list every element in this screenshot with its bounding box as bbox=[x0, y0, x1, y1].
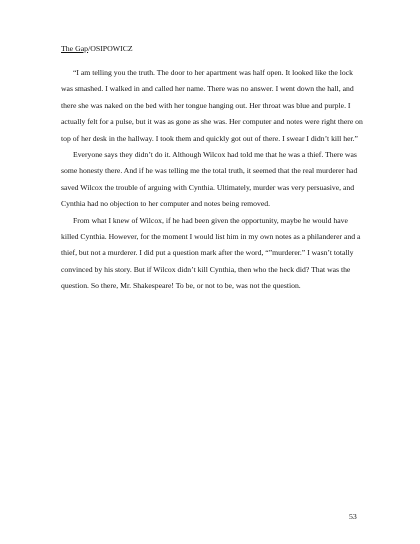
header-separator: / bbox=[88, 44, 91, 53]
header-author: OSIPOWICZ bbox=[90, 44, 133, 53]
paragraph: Everyone says they didn’t do it. Although Wilcox had told me that he was a thief. There was some honesty there. And if he was telling me the total truth, it seemed that the real murderer had saved Wilcox the trouble of arguing with Cynthia. Ultimately, murder was very persuasive, and Cynthia had no objection to her computer and notes being removed. bbox=[61, 150, 358, 209]
header-title: The Gap bbox=[61, 44, 89, 53]
body-text bbox=[61, 65, 363, 295]
page-number: 53 bbox=[349, 512, 357, 521]
running-header bbox=[61, 44, 133, 54]
paragraph: From what I knew of Wilcox, if he had been given the opportunity, maybe he would have killed Cynthia. However, for the moment I would list him in my own notes as a philanderer and a thief, but not a murderer. I did put a question mark after the word, “”murderer.” I wasn’t totally convinced by his story. But if Wilcox didn’t kill Cynthia, then who the heck did? That was the question. So there, Mr. Shakespeare! To be, or not to be, was not the question. bbox=[61, 215, 361, 291]
paragraph: “I am telling you the truth. The door to her apartment was half open. It looked like the lock was smashed. I walked in and called her name. There was no answer. I went down the hall, and there she was naked on the bed with her tongue hanging out. Her throat was blue and purple. I actually felt for a pulse, but it was as gone as she was. Her computer and notes were right there on top of her desk in the hallway. I took them and quickly got out of there. I swear I didn’t kill her.” bbox=[61, 68, 363, 143]
